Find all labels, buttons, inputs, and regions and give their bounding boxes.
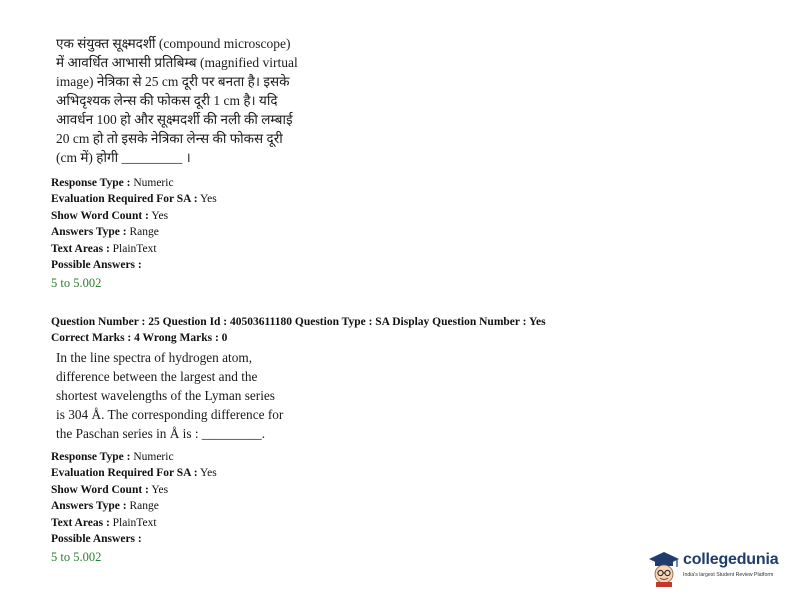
q24-question-text xyxy=(56,34,296,167)
q24-text-line: 20 cm हो तो इसके नेत्रिका लेन्स की फोकस दूरी xyxy=(56,131,283,146)
logo-tagline: India's largest Student Review Platform xyxy=(683,572,774,578)
q25-text-line: In the line spectra of hydrogen atom, xyxy=(56,350,253,365)
q25-text-line: is 304 Å. The corresponding difference for xyxy=(56,407,284,422)
graduate-mascot-icon xyxy=(647,549,681,587)
collegedunia-logo xyxy=(647,549,787,589)
q25-header-line1: Question Number : 25 Question Id : 40503611180 Question Type : SA Display Question Number : Yes xyxy=(51,316,546,328)
q24-metadata xyxy=(51,175,217,292)
q25-text-line: difference between the largest and the xyxy=(56,369,258,384)
q24-text-line: अभिदृश्यक लेन्स की फोकस दूरी 1 cm है। यदि xyxy=(56,93,278,108)
q24-text-line: एक संयुक्त सूक्ष्मदर्शी (compound microscope) xyxy=(56,36,291,51)
q24-text-line: (cm में) होगी _________ । xyxy=(56,150,191,165)
meta-response-type: Response Type : Numeric xyxy=(51,451,174,463)
q25-possible-answer: 5 to 5.002 xyxy=(51,550,102,565)
meta-response-type: Response Type : Numeric xyxy=(51,177,174,189)
q25-metadata xyxy=(51,449,217,566)
logo-brand-text: collegedunia xyxy=(683,551,779,568)
meta-text-areas: Text Areas : PlainText xyxy=(51,242,157,255)
q25-header-line2: Correct Marks : 4 Wrong Marks : 0 xyxy=(51,332,228,345)
meta-possible-answers: Possible Answers : xyxy=(51,533,142,546)
meta-answers-type: Answers Type : Range xyxy=(51,226,159,239)
q24-text-line: में आवर्धित आभासी प्रतिबिम्ब (magnified virtual xyxy=(56,55,298,70)
q25-header xyxy=(51,314,546,347)
meta-text-areas: Text Areas : PlainText xyxy=(51,516,157,529)
meta-possible-answers: Possible Answers : xyxy=(51,259,142,272)
q24-text-line: image) नेत्रिका से 25 cm दूरी पर बनता है। इसके xyxy=(56,74,290,89)
q25-text-line: the Paschan series in Å is : _________. xyxy=(56,426,266,441)
q25-question-text xyxy=(56,348,296,443)
meta-evaluation-required: Evaluation Required For SA : Yes xyxy=(51,193,217,206)
q24-possible-answer: 5 to 5.002 xyxy=(51,276,102,291)
meta-show-word-count: Show Word Count : Yes xyxy=(51,483,169,496)
meta-show-word-count: Show Word Count : Yes xyxy=(51,209,169,222)
q24-text-line: आवर्धन 100 हो और सूक्ष्मदर्शी की नली की लम्बाई xyxy=(56,112,293,127)
meta-evaluation-required: Evaluation Required For SA : Yes xyxy=(51,467,217,480)
meta-answers-type: Answers Type : Range xyxy=(51,500,159,513)
q25-text-line: shortest wavelengths of the Lyman series xyxy=(56,388,275,403)
